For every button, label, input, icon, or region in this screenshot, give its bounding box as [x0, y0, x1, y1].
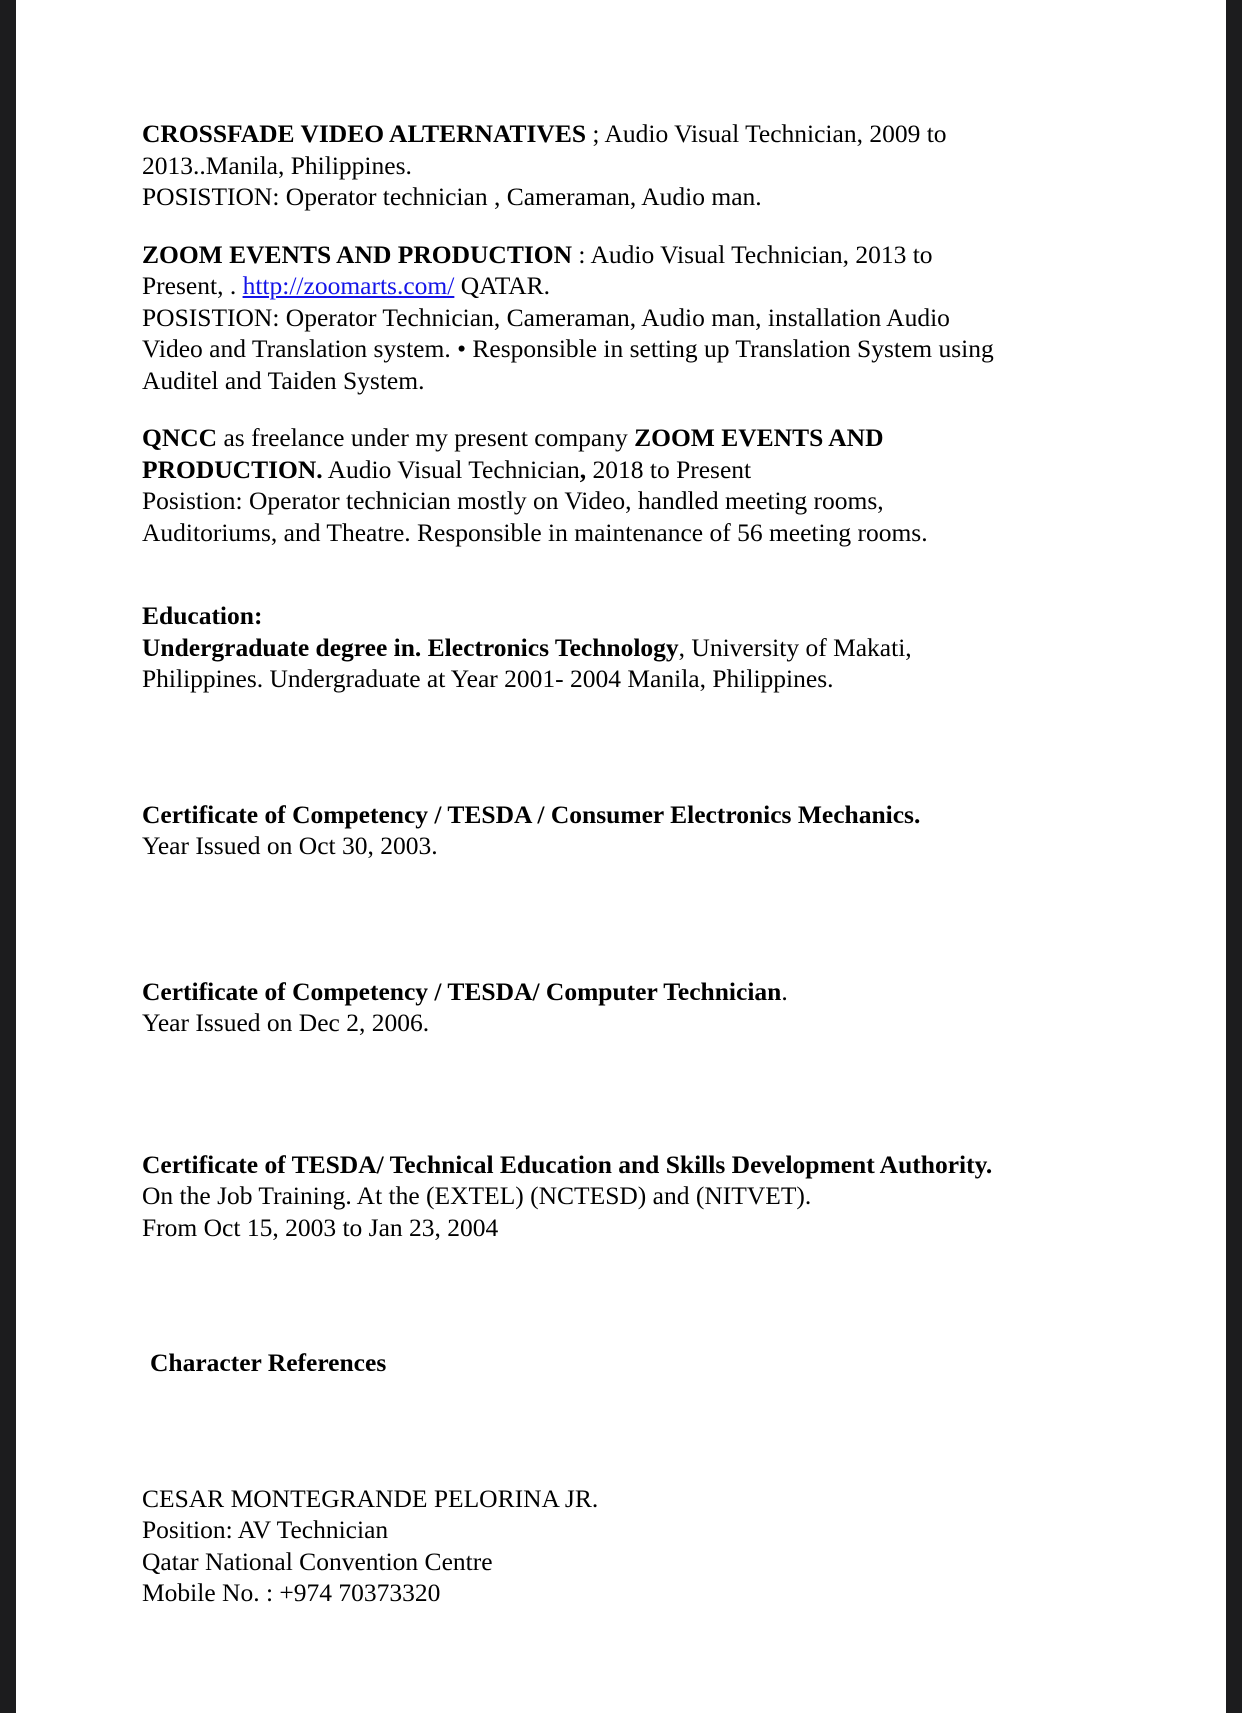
references-section	[142, 1347, 1002, 1379]
position-line: POSISTION: Operator Technician, Cameraman, Audio man, installation Audio Video and Translation system. • Responsible in setting up Translation System using Auditel and Taiden System.	[142, 302, 994, 395]
certificate-date-range: From Oct 15, 2003 to Jan 23, 2004	[142, 1212, 499, 1242]
spacer	[142, 721, 1002, 799]
document-text-body	[142, 118, 1002, 1635]
experience-heading-line	[142, 118, 1002, 181]
spacer	[142, 574, 1002, 600]
role-and-dates: Audio Visual Technician, 2009 to 2013..Manila, Philippines.	[142, 119, 947, 180]
certificate-title-line	[142, 976, 1002, 1008]
link-suffix-country: QATAR.	[454, 271, 551, 300]
client-name: QNCC	[142, 423, 218, 452]
reference-mobile: Mobile No. : +974 70373320	[142, 1578, 441, 1607]
experience-heading-line	[142, 422, 1002, 485]
spacer	[142, 1065, 1002, 1149]
role-and-dates: Audio Visual Technician, 2013 to Present, .	[142, 239, 933, 300]
spacer	[142, 1269, 1002, 1347]
role-comma: ,	[579, 454, 587, 484]
position-line: Posistion: Operator technician mostly on Video, handled meeting rooms, Auditoriums, and Theatre. Responsible in maintenance of 56 meeting rooms.	[142, 486, 928, 547]
company-separator: ;	[586, 119, 605, 148]
certificate-title: Certificate of Competency / TESDA/ Computer Technician	[142, 976, 782, 1006]
dates-text: 2018 to Present	[586, 454, 752, 484]
experience-entry-qncc	[142, 422, 1002, 548]
education-section	[142, 600, 1002, 695]
company-name: ZOOM EVENTS AND PRODUCTION	[142, 239, 573, 269]
experience-heading-line	[142, 239, 1002, 302]
reference-position: Position: AV Technician	[142, 1515, 389, 1544]
company-separator: :	[572, 239, 591, 269]
spacer	[142, 888, 1002, 976]
certificate-entry-consumer-electronics	[142, 799, 1002, 862]
certificate-description: On the Job Training. At the (EXTEL) (NCTESD) and (NITVET).	[142, 1181, 812, 1210]
company-name: ZOOM EVENTS AND PRODUCTION.	[142, 423, 884, 484]
reference-name: CESAR MONTEGRANDE PELORINA JR.	[142, 1483, 599, 1513]
certificate-entry-computer-technician	[142, 976, 1002, 1039]
role-text: Audio Visual Technician	[322, 454, 580, 484]
references-heading: Character References	[150, 1348, 387, 1377]
certificate-title: Certificate of TESDA/ Technical Education and Skills Development Authority.	[142, 1149, 993, 1179]
company-website-link[interactable]: http://zoomarts.com/	[242, 271, 455, 300]
reference-contact-block	[142, 1483, 1002, 1609]
spacer	[142, 1405, 1002, 1483]
education-heading: Education:	[142, 601, 263, 630]
position-line: POSISTION: Operator technician , Cameraman, Audio man.	[142, 182, 762, 211]
certificate-issue-date: Year Issued on Dec 2, 2006.	[142, 1008, 430, 1037]
certificate-title-period: .	[781, 976, 788, 1006]
freelance-text: as freelance under my present company	[217, 423, 635, 452]
degree-institution: , University of Makati, Philippines. Undergraduate at Year 2001- 2004 Manila, Philippines.	[142, 632, 912, 693]
certificate-entry-tesda-ojt	[142, 1149, 1002, 1244]
page-right-margin	[1226, 0, 1242, 1713]
education-degree-line	[142, 632, 1002, 695]
certificate-issue-date: Year Issued on Oct 30, 2003.	[142, 831, 438, 860]
experience-entry-zoom-events	[142, 239, 1002, 397]
degree-title: Undergraduate degree in. Electronics Technology	[142, 632, 679, 662]
experience-entry-crossfade	[142, 118, 1002, 213]
reference-organization: Qatar National Convention Centre	[142, 1546, 493, 1576]
document-page	[16, 0, 1226, 1713]
company-name: CROSSFADE VIDEO ALTERNATIVES	[142, 119, 587, 148]
certificate-title-line	[142, 1149, 1002, 1212]
certificate-title: Certificate of Competency / TESDA / Consumer Electronics Mechanics.	[142, 799, 921, 829]
